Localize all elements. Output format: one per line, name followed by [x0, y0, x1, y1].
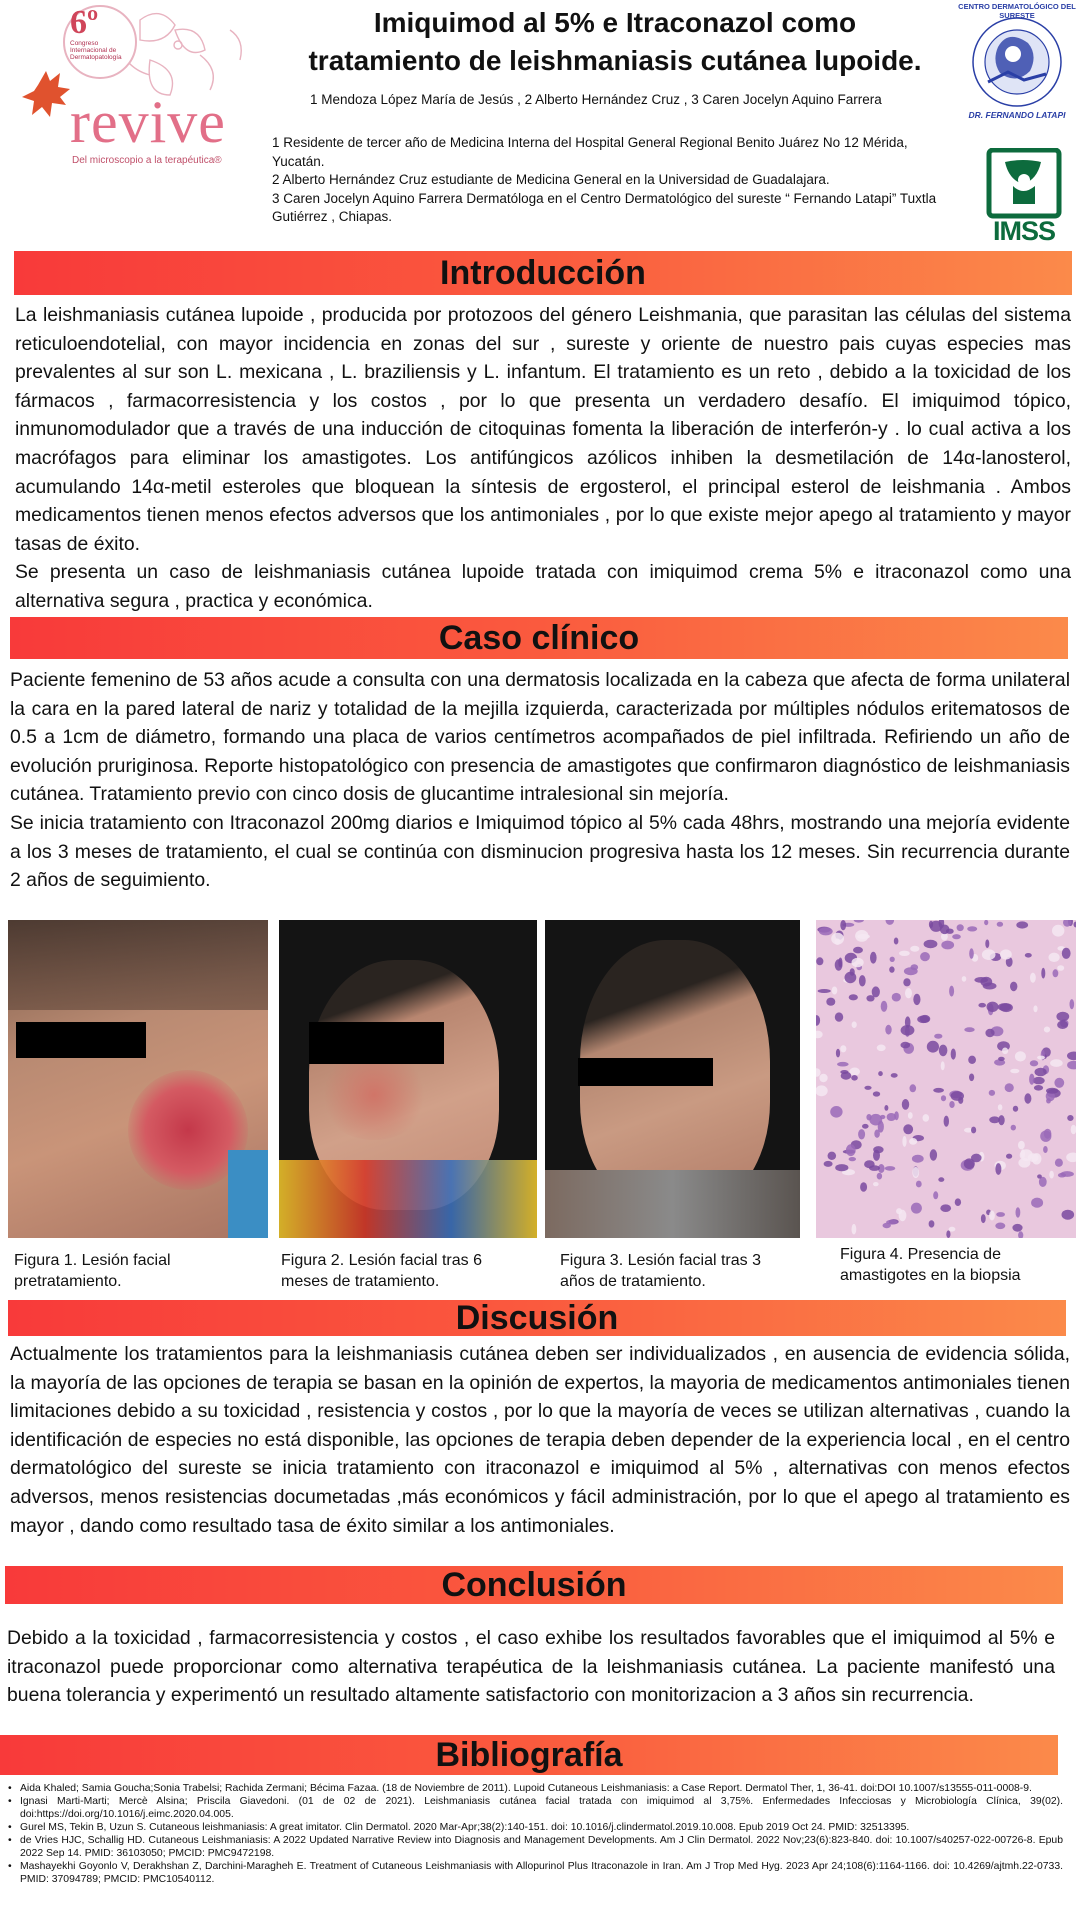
imss-label: IMSS	[992, 216, 1055, 246]
bibliography-item-2: • Ignasi Marti-Marti; Mercè Alsina; Priscila Giavedoni. (01 de 02 de 2021). Leishmaniasis cutánea facial tratada con imiquimod al 3,75%. Enfermedades Infecciosas y Microbiología Clínica, 39(02). doi:https://doi.org/10.1016/j.eimc.2020.04.005.	[8, 1795, 1063, 1821]
figure-1-caption: Figura 1. Lesión facial pretratamiento.	[14, 1252, 171, 1290]
intro-heading: Introducción	[440, 253, 646, 292]
center-arc-bottom: DR. FERNANDO LATAPI	[968, 110, 1066, 120]
center-arc-top: CENTRO DERMATOLÓGICO DEL SURESTE	[958, 2, 1076, 20]
affiliation-3: 3 Caren Jocelyn Aquino Farrera Dermatóloga en el Centro Dermatológico del sureste “ Fernando Latapi” Tuxtla Gutiérrez , Chiapas.	[272, 190, 937, 224]
figure-2-photo	[279, 920, 537, 1238]
affiliation-1: 1 Residente de tercer año de Medicina Interna del Hospital General Regional Benito Juárez No 12 Mérida, Yucatán.	[272, 135, 908, 169]
congress-line2: Internacional de	[70, 47, 117, 54]
case-heading-bar	[10, 617, 1068, 659]
figure-1-photo	[8, 920, 268, 1238]
figure-2-caption: Figura 2. Lesión facial tras 6 meses de tratamiento.	[281, 1252, 482, 1290]
intro-paragraph-1: La leishmaniasis cutánea lupoide , producida por protozoos del género Leishmania, que parasitan las células del sistema reticuloendotelial, con mayor incidencia en zonas del sur , sureste y oriente de nuestro pais cuyas especies mas prevalentes al sur son L. mexicana , L. braziliensis y L. infantum. El tratamiento es un reto , debido a la toxicidad de los fármacos , farmacorresistencia y los costos , por lo que presenta un verdadero desafío. El imiquimod tópico, inmunomodulador que a través de una inducción de citoquinas fomenta la liberación de interferón-y . lo cual activa a los macrófagos para eliminar los amastigotes. Los antifúngicos azólicos inhiben la desmetilación de 14α-lanosterol, acumulando 14α-metil esteroles que bloquean la síntesis de ergosterol, el principal esterol de leishmania . Ambos medicamentos tienen menos efectos adversos que los antimoniales , por lo que existe mejor apego al tratamiento y mayor tasas de éxito.	[15, 304, 1071, 555]
conclusion-heading-bar	[5, 1566, 1063, 1604]
conclusion-body	[7, 1624, 1055, 1710]
bibliography-heading-bar	[0, 1735, 1058, 1775]
imss-logo	[983, 148, 1065, 248]
bibliography-item-5: • Mashayekhi Goyonlo V, Derakhshan Z, Darchini-Maragheh E. Treatment of Cutaneous Leishmaniasis with Allopurinol Plus Itraconazole in Iran. Am J Trop Med Hyg. 2023 Apr 24;108(6):1164-1166. doi: 10.4269/ajtmh.22-0733. PMID: 37094789; PMCID: PMC10540112.	[8, 1860, 1063, 1886]
bibliography-item-3: • Gurel MS, Tekin B, Uzun S. Cutaneous leishmaniasis: A great imitator. Clin Dermatol. 2020 Mar-Apr;38(2):140-151. doi: 10.1016/j.clindermatol.2019.10.008. Epub 2019 Oct 24. PMID: 32513395.	[8, 1821, 1063, 1834]
revive-wordmark: revive	[70, 89, 226, 155]
conclusion-heading: Conclusión	[441, 1565, 627, 1604]
authors-line: 1 Mendoza López María de Jesús , 2 Alberto Hernández Cruz , 3 Caren Jocelyn Aquino Farrera	[310, 92, 882, 107]
maple-leaf-icon	[22, 71, 70, 117]
congress-logo	[0, 0, 275, 175]
title-line2: tratamiento de leishmaniasis cutánea lupoide.	[308, 45, 922, 76]
bibliography-item-4: • de Vries HJC, Schallig HD. Cutaneous Leishmaniasis: A 2022 Updated Narrative Review into Diagnosis and Management Developments. Am J Clin Dermatol. 2022 Nov;23(6):823-840. doi: 10.1007/s40257-022-00726-8. Epub 2022 Sep 14. PMID: 36103050; PMCID: PMC9472198.	[8, 1834, 1063, 1860]
dermatology-center-logo	[958, 2, 1076, 122]
bibliography-list	[8, 1782, 1063, 1886]
case-paragraph-1: Paciente femenino de 53 años acude a consulta con una dermatosis localizada en la cabeza que afecta de forma unilateral la cara en la pared lateral de nariz y totalidad de la mejilla izquierda, caracterizada por múltiples nódulos eritematosos de 0.5 a 1cm de diámetro, formando una placa de varios centímetros acompañados de piel infiltrada. Refiriendo un año de evolución pruriginosa. Reporte histopatológico con presencia de amastigotes que confirmaron diagnóstico de leishmaniasis cutánea. Tratamiento previo con cinco dosis de glucantime intralesional sin mejoría.	[10, 669, 1070, 806]
conclusion-paragraph-1: Debido a la toxicidad , farmacorresistencia y costos , el caso exhibe los resultados favorables que el imiquimod al 5% e itraconazol puede proporcionar como alternativa terapéutica de la leishmaniasis cutánea. La paciente manifestó una buena tolerancia y experimentó un resultado altamente satisfactorio con monitorizacion a 3 años sin recurrencia.	[7, 1627, 1055, 1707]
congress-label	[70, 40, 122, 61]
intro-body	[15, 301, 1071, 616]
figure-3-caption: Figura 3. Lesión facial tras 3 años de tratamiento.	[560, 1252, 761, 1290]
bibliography-heading: Bibliografía	[435, 1735, 623, 1774]
affiliations	[272, 134, 952, 227]
poster-title	[270, 4, 960, 80]
intro-paragraph-2: Se presenta un caso de leishmaniasis cutánea lupoide tratada con imiquimod crema 5% e itraconazol como una alternativa segura , practica y económica.	[15, 561, 1071, 612]
bibliography-item-1: • Aida Khaled; Samia Goucha;Sonia Trabelsi; Rachida Zermani; Bécima Fazaa. (18 de Noviembre de 2011). Lupoid Cutaneous Leishmaniasis: a Case Report. Dermatol Ther, 1, 36-41. doi:DOI 10.1007/s13555-011-0008-9.	[8, 1782, 1063, 1795]
discussion-body	[10, 1340, 1070, 1540]
revive-tagline: Del microscopio a la terapéutica®	[72, 155, 222, 166]
intro-heading-bar	[14, 251, 1072, 295]
case-body	[10, 666, 1070, 895]
figure-4-histology	[816, 920, 1076, 1238]
discussion-heading-bar	[8, 1300, 1066, 1336]
congress-line1: Congreso	[70, 40, 99, 47]
affiliation-2: 2 Alberto Hernández Cruz estudiante de Medicina General en la Universidad de Guadalajara.	[272, 172, 830, 187]
title-line1: Imiquimod al 5% e Itraconazol como	[373, 7, 857, 38]
discussion-paragraph-1: Actualmente los tratamientos para la leishmaniasis cutánea deben ser individualizados , en ausencia de evidencia sólida, la mayoría de las opciones de terapia se basan en la opinión de expertos, la mayoria de medicamentos antimoniales tienen limitaciones debido a su toxicidad , resistencia y costos , por lo que la mayoría de veces se utilizan alternativas , cuando la identificación de especies no está disponible, las opciones de terapia deben depender de la experiencia local , en el centro dermatológico del sureste se inicia tratamiento con itraconazol e imiquimod al 5% , alternativas con menos efectos adversos, menos resistencias documetadas ,más económicos y fácil administración, por lo que el apego al tratamiento es mayor , dando como resultado tasa de éxito similar a los antimoniales.	[10, 1343, 1070, 1537]
discussion-heading: Discusión	[455, 1298, 619, 1337]
histology-cells-icon	[816, 920, 1076, 1238]
case-paragraph-2: Se inicia tratamiento con Itraconazol 200mg diarios e Imiquimod tópico al 5% cada 48hrs, mostrando una mejoría evidente a los 3 meses de tratamiento, el cual se continúa con disminucion progresiva hasta los 12 meses. Sin recurrencia durante 2 años de seguimiento.	[10, 811, 1070, 892]
congress-line3: Dermatopatología	[70, 54, 122, 61]
figure-4-caption: Figura 4. Presencia de amastigotes en la biopsia	[840, 1246, 1021, 1284]
congress-number: 6º	[70, 4, 99, 41]
case-heading: Caso clínico	[438, 618, 640, 657]
figure-3-photo	[545, 920, 800, 1238]
